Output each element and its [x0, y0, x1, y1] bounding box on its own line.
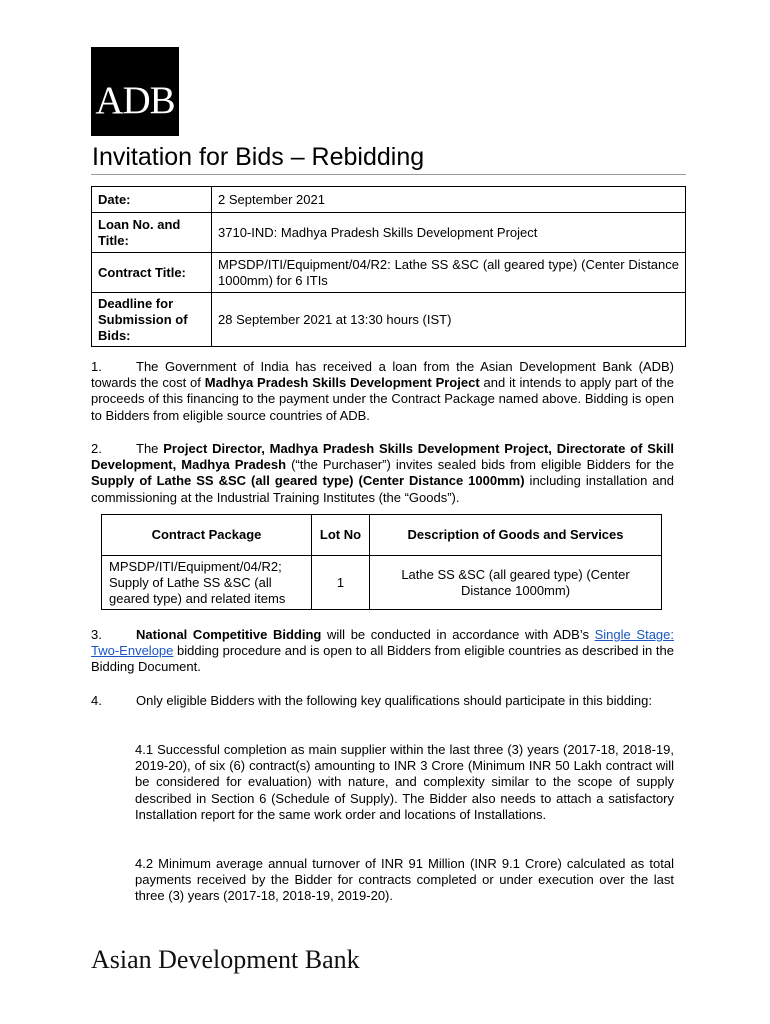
paragraph-text: and it intends to apply part of the proceeds of this financing to the payment under the Contract Package named above. Bidding is open to Bidders from eligible source countries of ADB. — [91, 375, 674, 423]
table-row — [92, 293, 686, 347]
paragraph-text: including installation and commissioning at the Industrial Training Institutes (the “Goods”). — [91, 473, 674, 505]
cell-description: Lathe SS &SC (all geared type) (Center Distance 1000mm) — [370, 556, 662, 610]
cell-package: MPSDP/ITI/Equipment/04/R2; Supply of Lathe SS &SC (all geared type) and related items — [102, 556, 312, 610]
paragraph-number: 4. — [91, 693, 102, 708]
table-row — [92, 253, 686, 293]
paragraph-text: Only eligible Bidders with the following key qualifications should participate in this bidding: — [136, 693, 652, 708]
qualification-4-2: 4.2 Minimum average annual turnover of INR 91 Million (INR 9.1 Crore) calculated as total payments received by the Bidder for contracts completed or under execution over the last three (3) years (2017-18, 2018-19, 2019-20). — [135, 856, 674, 904]
project-name: Madhya Pradesh Skills Development Project — [204, 375, 480, 391]
paragraph-text: The Government of India has received a loan from the Asian Development Bank (ADB) towards the cost of — [91, 359, 674, 391]
paragraph-3 — [91, 627, 674, 676]
info-value-deadline: 28 September 2021 at 13:30 hours (IST) — [212, 293, 686, 347]
cell-lot: 1 — [312, 556, 370, 610]
footer-brand-logo: Asian Development Bank — [91, 945, 360, 974]
info-value-date: 2 September 2021 — [212, 187, 686, 213]
table-row — [92, 187, 686, 213]
title-divider — [91, 174, 686, 175]
info-value-loan: 3710-IND: Madhya Pradesh Skills Development Project — [212, 213, 686, 253]
contract-package-table — [101, 514, 662, 610]
paragraph-4 — [91, 693, 674, 709]
supply-name: Supply of Lathe SS &SC (all geared type) (Center Distance 1000mm) — [91, 473, 525, 489]
table-row — [102, 556, 662, 610]
adb-logo: ADB — [91, 47, 179, 136]
paragraph-text: bidding procedure and is open to all Bidders from eligible countries as described in the Bidding Document. — [91, 643, 674, 675]
info-label-deadline: Deadline for Submission of Bids: — [92, 293, 212, 347]
bid-info-table — [91, 186, 686, 347]
page-title: Invitation for Bids – Rebidding — [92, 143, 425, 171]
info-label-date: Date: — [92, 187, 212, 213]
paragraph-text: The — [136, 441, 164, 456]
qualification-4-1: 4.1 Successful completion as main supplier within the last three (3) years (2017-18, 2018-19, 2019-20), of six (6) contract(s) amounting to INR 3 Crore (Minimum INR 50 Lakh contract will be considered for evaluation) with nature, and complexity similar to the scope of supply described in Section 6 (Schedule of Supply). The Bidder also needs to attach a satisfactory Installation report for the same work order and locations of Installations. — [135, 742, 674, 822]
paragraph-text: will be conducted in accordance with ADB’s — [321, 627, 595, 642]
procedure-link[interactable]: Single Stage: Two-Envelope — [91, 627, 674, 659]
paragraph-number: 2. — [91, 441, 102, 456]
paragraph-number: 3. — [91, 627, 102, 642]
info-value-contract-title: MPSDP/ITI/Equipment/04/R2: Lathe SS &SC (all geared type) (Center Distance 1000mm) for 6 ITIs — [212, 253, 686, 293]
paragraph-1 — [91, 359, 674, 424]
header-lot-no: Lot No — [312, 515, 370, 556]
bidding-type: National Competitive Bidding — [136, 627, 322, 642]
paragraph-text: (“the Purchaser”) invites sealed bids from eligible Bidders for the — [286, 457, 674, 473]
purchaser-name: Project Director, Madhya Pradesh Skills Development Project, Directorate of Skill Development, Madhya Pradesh — [91, 441, 674, 473]
paragraph-number: 1. — [91, 359, 102, 374]
table-row — [92, 213, 686, 253]
header-description: Description of Goods and Services — [370, 515, 662, 556]
table-header-row — [102, 515, 662, 556]
info-label-loan: Loan No. and Title: — [92, 213, 212, 253]
paragraph-2 — [91, 441, 674, 506]
header-contract-package: Contract Package — [102, 515, 312, 556]
info-label-contract-title: Contract Title: — [92, 253, 212, 293]
